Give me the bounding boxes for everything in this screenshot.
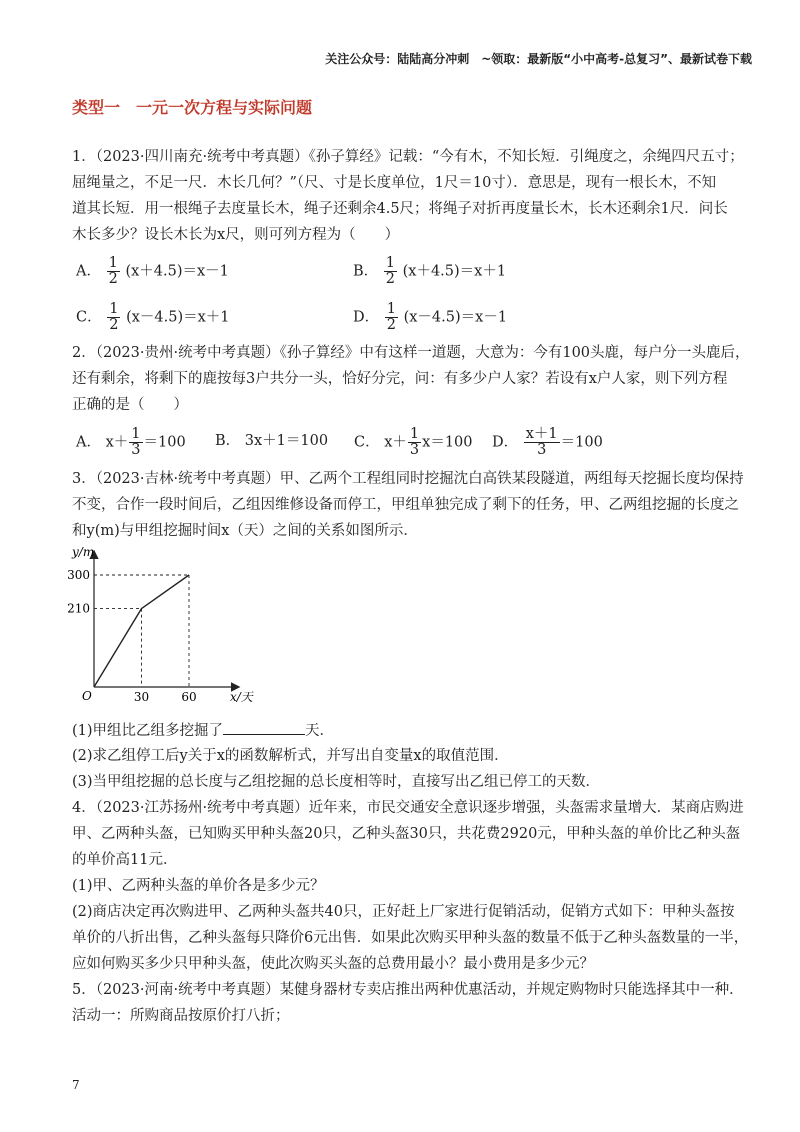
q3-sub2: (2)求乙组停工后y关于x的函数解析式，并写出自变量x的取值范围． xyxy=(72,748,509,764)
q2-option-a[interactable] xyxy=(76,427,186,458)
option-expression: x＋ xyxy=(105,434,129,451)
q3-sub1-text: (1)甲组比乙组多挖掘了 xyxy=(72,723,224,739)
q4-sub2: (2)商店决定再次购进甲、乙两种头盔共40只，正好赶上厂家进行促销活动，促销方式如下：甲种头盔按 xyxy=(72,904,735,920)
q1-line: 道其长短．用一根绳子去度量长木，绳子还剩余4.5尺；将绳子对折再度量长木，长木还剩余1尺．问长 xyxy=(72,201,728,217)
q3-graph xyxy=(60,540,260,710)
y-axis-label: y/m xyxy=(72,545,95,559)
q4-line: 4．（2023·江苏扬州·统考中考真题）近年来，市民交通安全意识逐步增强，头盔需求量增大．某商店购进 xyxy=(72,800,744,816)
q5-line: 5．（2023·河南·统考中考真题）某健身器材专卖店推出两种优惠活动，并规定购物时只能选择其中一种． xyxy=(72,982,744,998)
q4-sub1: (1)甲、乙两种头盔的单价各是多少元？ xyxy=(72,878,325,894)
q4-line: 的单价高11元． xyxy=(72,852,178,868)
section-title: 类型一 一元一次方程与实际问题 xyxy=(72,98,313,117)
q1-line: 木长多少？设长木长为x尺，则可列方程为（ ） xyxy=(72,227,400,243)
q2-line: 正确的是（ ） xyxy=(72,397,188,413)
q1-line: 1．（2023·四川南充·统考中考真题）《孙子算经》记载：“今有木，不知长短．引绳度之，余绳四尺五寸； xyxy=(72,149,744,165)
option-expression: 3x＋1＝100 xyxy=(244,433,329,449)
fraction: $\frac{1}{2}$ xyxy=(386,301,396,333)
y-tick-label: 210 xyxy=(67,601,90,616)
option-label: B． xyxy=(353,263,379,280)
q1-option-a[interactable] xyxy=(76,256,229,287)
option-label: D． xyxy=(492,434,519,451)
q2-line: 2．（2023·贵州·统考中考真题）《孙子算经》中有这样一道题，大意为：今有100头鹿，每户分一头鹿后， xyxy=(72,345,750,361)
q1-option-c[interactable] xyxy=(76,302,230,333)
option-expression: (x＋4.5)＝x＋1 xyxy=(402,263,507,280)
option-expression: ＝100 xyxy=(560,434,603,451)
option-label: A． xyxy=(76,263,101,280)
x-axis-label: x/天 xyxy=(230,690,253,704)
guide-lines xyxy=(94,575,189,687)
y-tick-label: 300 xyxy=(67,568,90,582)
option-expression: (x＋4.5)＝x－1 xyxy=(125,263,229,280)
origin-label: O xyxy=(82,689,92,703)
axis-ticks xyxy=(67,568,197,704)
q1-option-b[interactable] xyxy=(353,256,506,287)
q3-sub3: (3)当甲组挖掘的总长度与乙组挖掘的总长度相等时，直接写出乙组已停工的天数． xyxy=(72,774,601,790)
fraction: $\frac{1}{2}$ xyxy=(385,255,395,287)
option-label: C． xyxy=(354,434,380,451)
fraction: $\frac{1}{2}$ xyxy=(109,301,119,333)
option-label: D． xyxy=(353,309,380,326)
q4-sub2: 应如何购买多少只甲种头盔，使此次购买头盔的总费用最小？最小费用是多少元？ xyxy=(72,956,594,972)
x-tick-label: 60 xyxy=(181,690,197,704)
option-label: B． xyxy=(215,433,241,449)
fraction: $\frac{1}{3}$ xyxy=(409,426,420,458)
option-expression: (x－4.5)＝x＋1 xyxy=(126,309,230,326)
option-expression: x＝100 xyxy=(422,434,473,451)
x-tick-label: 30 xyxy=(133,690,150,704)
q2-line: 还有剩余，将剩下的鹿按每3户共分一头，恰好分完，问：有多少户人家？若设有x户人家，则下列方程 xyxy=(72,371,728,387)
option-label: C． xyxy=(76,309,102,326)
q5-line: 活动一：所购商品按原价打八折； xyxy=(72,1008,290,1024)
q4-line: 甲、乙两种头盔，已知购买甲种头盔20只，乙种头盔30只，共花费2920元，甲种头盔的单价比乙种头盔 xyxy=(72,826,741,842)
q2-option-b[interactable] xyxy=(215,431,328,451)
q2-option-c[interactable] xyxy=(354,427,473,458)
option-label: A． xyxy=(76,434,101,451)
fraction: $\frac{x+1}{3}$ xyxy=(525,426,558,458)
option-expression: ＝100 xyxy=(143,434,186,451)
q3-sub1-end: 天． xyxy=(305,723,335,739)
q2-option-d[interactable] xyxy=(492,427,603,458)
fraction: $\frac{1}{3}$ xyxy=(131,426,141,458)
q3-line: 和y(m)与甲组挖掘时间x（天）之间的关系如图所示． xyxy=(72,523,418,539)
q3-sub1 xyxy=(72,720,334,741)
q3-line: 不变，合作一段时间后，乙组因维修设备而停工，甲组单独完成了剩下的任务，甲、乙两组挖掘的长度之 xyxy=(72,497,739,513)
page-header: 关注公众号：陆陆高分冲刺 ~领取：最新版“小中高考-总复习”、最新试卷下载 xyxy=(325,52,752,66)
q1-line: 屈绳量之，不足一尺．木长几何？”（尺、寸是长度单位，1尺＝10寸）．意思是，现有一根长木，不知 xyxy=(72,175,717,191)
q3-line: 3．（2023·吉林·统考中考真题）甲、乙两个工程组同时挖掘沈白高铁某段隧道，两组每天挖掘长度均保持 xyxy=(72,471,744,487)
q1-option-d[interactable] xyxy=(353,302,507,333)
option-expression: (x－4.5)＝x－1 xyxy=(403,309,508,326)
answer-blank[interactable] xyxy=(223,720,305,735)
q4-sub2: 单价的八折出售，乙种头盔每只降价6元出售．如果此次购买甲种头盔的数量不低于乙种头盔数量的一半， xyxy=(72,930,749,946)
option-expression: x＋ xyxy=(384,434,407,451)
fraction: $\frac{1}{2}$ xyxy=(108,255,118,287)
page-number: 7 xyxy=(72,1078,80,1092)
